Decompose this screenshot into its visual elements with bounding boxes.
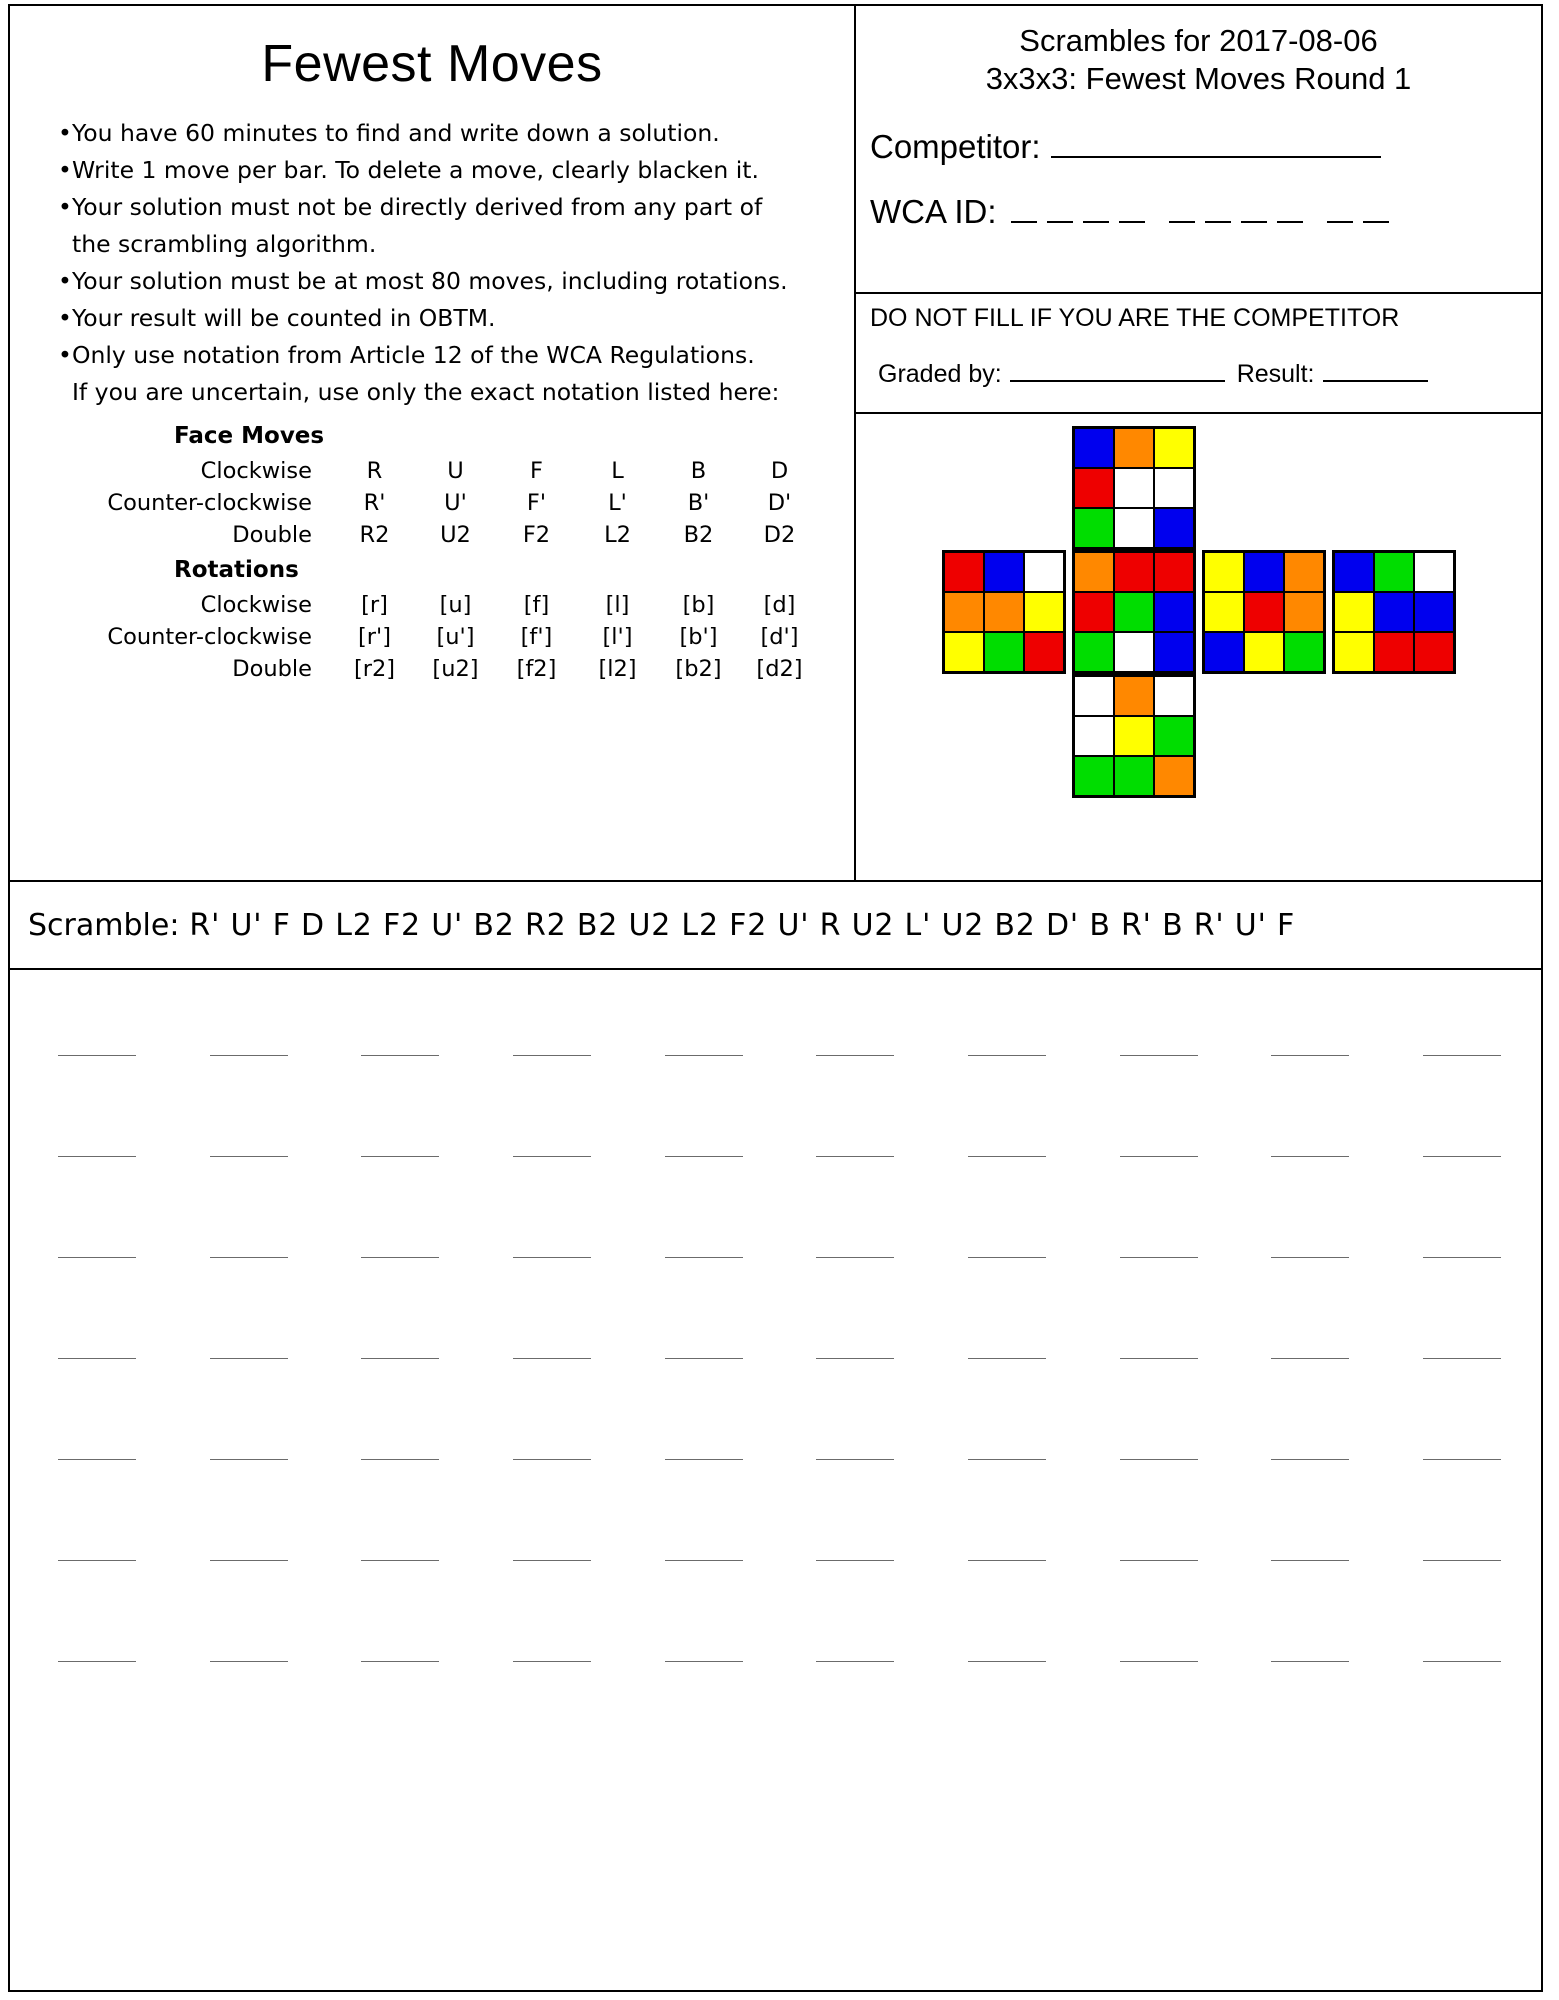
notation-value: [d'] <box>760 623 799 650</box>
cube-sticker-white <box>1025 553 1063 591</box>
move-entry-bar[interactable] <box>816 1458 894 1460</box>
move-entry-bar[interactable] <box>361 1155 439 1157</box>
bullet-icon: • <box>58 340 72 369</box>
move-entry-bar[interactable] <box>361 1559 439 1561</box>
move-entry-bar[interactable] <box>1271 1458 1349 1460</box>
move-entry-bar[interactable] <box>816 1357 894 1359</box>
move-entry-bar[interactable] <box>665 1155 743 1157</box>
cube-sticker-green <box>1115 757 1153 795</box>
competitor-field[interactable] <box>870 122 1527 167</box>
cube-sticker-red <box>1075 469 1113 507</box>
cube-sticker-green <box>1075 757 1113 795</box>
answer-row <box>58 1660 1501 1662</box>
top-section <box>10 6 1541 882</box>
cube-sticker-white <box>1115 509 1153 547</box>
notation-value: B2 <box>683 521 714 548</box>
wca-id-slot[interactable] <box>1327 190 1353 222</box>
notation-value: [r] <box>361 591 388 618</box>
move-entry-bar[interactable] <box>816 1559 894 1561</box>
move-entry-bar[interactable] <box>816 1256 894 1258</box>
move-entry-bar[interactable] <box>1271 1155 1349 1157</box>
cube-sticker-blue <box>1245 553 1283 591</box>
cube-sticker-green <box>1115 593 1153 631</box>
wca-id-slot[interactable] <box>1363 190 1389 222</box>
move-entry-bar[interactable] <box>1423 1559 1501 1561</box>
instructions-panel <box>10 6 856 880</box>
wca-id-slot[interactable] <box>1241 190 1267 222</box>
move-entry-bar[interactable] <box>210 1559 288 1561</box>
instructions-list <box>10 118 854 409</box>
notation-value: [l'] <box>602 623 633 650</box>
notation-value: [b'] <box>679 623 718 650</box>
answer-row <box>58 1559 1501 1561</box>
notation-value: [d] <box>763 591 796 618</box>
move-entry-bar[interactable] <box>1120 1054 1198 1056</box>
cube-sticker-green <box>1285 633 1323 671</box>
instruction-text: Your solution must be at most 80 moves, including rotations. <box>72 266 788 295</box>
notation-value: [u] <box>439 591 472 618</box>
answer-row <box>58 1054 1501 1056</box>
notation-row-label: Clockwise <box>200 591 312 618</box>
cube-face-back <box>1332 550 1456 674</box>
move-entry-bar[interactable] <box>665 1559 743 1561</box>
bullet-icon: • <box>58 192 72 221</box>
move-entry-bar[interactable] <box>1423 1155 1501 1157</box>
wca-id-slot[interactable] <box>1047 190 1073 222</box>
instruction-item <box>58 155 830 187</box>
cube-face-down <box>1072 674 1196 798</box>
notation-value: U' <box>444 489 467 516</box>
move-entry-bar[interactable] <box>968 1458 1046 1460</box>
move-entry-bar[interactable] <box>1120 1357 1198 1359</box>
scramble-event-line: 3x3x3: Fewest Moves Round 1 <box>985 60 1412 96</box>
move-entry-bar[interactable] <box>968 1155 1046 1157</box>
cube-sticker-yellow <box>1245 633 1283 671</box>
cube-sticker-yellow <box>1205 593 1243 631</box>
scramble-date-line: Scrambles for 2017-08-06 <box>1019 23 1378 58</box>
move-entry-bar[interactable] <box>665 1256 743 1258</box>
page-title: Fewest Moves <box>261 35 603 93</box>
move-entry-bar[interactable] <box>1120 1458 1198 1460</box>
move-entry-bar[interactable] <box>1271 1660 1349 1662</box>
cube-sticker-green <box>1075 509 1113 547</box>
move-entry-bar[interactable] <box>513 1256 591 1258</box>
competitor-label: Competitor: <box>870 128 1041 166</box>
move-entry-bar[interactable] <box>1423 1256 1501 1258</box>
instruction-text: You have 60 minutes to find and write down a solution. <box>72 119 720 147</box>
cube-sticker-green <box>985 633 1023 671</box>
solution-answer-area[interactable] <box>10 970 1541 1990</box>
cube-sticker-yellow <box>1335 593 1373 631</box>
move-entry-bar[interactable] <box>1423 1357 1501 1359</box>
instruction-continuation: the scrambling algorithm. <box>72 229 377 258</box>
wca-id-slot[interactable] <box>1277 190 1303 222</box>
cube-sticker-green <box>1075 633 1113 671</box>
instruction-text: Only use notation from Article 12 of the WCA Regulations. <box>72 340 755 369</box>
cube-sticker-yellow <box>1155 429 1193 467</box>
cube-sticker-green <box>1375 553 1413 591</box>
notation-value: [l2] <box>598 655 637 682</box>
notation-row-label: Double <box>232 655 312 682</box>
notation-row <box>82 621 820 653</box>
cube-sticker-blue <box>1415 593 1453 631</box>
cube-net-row-top <box>942 426 1456 550</box>
scorecard <box>8 4 1543 1992</box>
cube-sticker-red <box>1415 633 1453 671</box>
move-entry-bar[interactable] <box>361 1256 439 1258</box>
cube-sticker-white <box>1075 717 1113 755</box>
move-entry-bar[interactable] <box>1120 1559 1198 1561</box>
move-entry-bar[interactable] <box>210 1256 288 1258</box>
notation-row <box>82 589 820 621</box>
notation-value: [r2] <box>353 655 396 682</box>
move-entry-bar[interactable] <box>968 1559 1046 1561</box>
move-entry-bar[interactable] <box>968 1357 1046 1359</box>
cube-sticker-red <box>1075 593 1113 631</box>
result-input-line[interactable] <box>1323 355 1428 382</box>
cube-sticker-orange <box>1285 593 1323 631</box>
move-entry-bar[interactable] <box>513 1660 591 1662</box>
move-entry-bar[interactable] <box>210 1660 288 1662</box>
move-entry-bar[interactable] <box>1271 1054 1349 1056</box>
rotations-table <box>82 589 820 685</box>
notation-value: D <box>770 457 789 484</box>
cube-sticker-blue <box>1155 593 1193 631</box>
competitor-input-line[interactable] <box>1051 122 1381 159</box>
move-entry-bar[interactable] <box>210 1458 288 1460</box>
wca-id-label: WCA ID: <box>870 192 997 230</box>
move-entry-bar[interactable] <box>513 1155 591 1157</box>
instruction-item <box>58 340 830 372</box>
move-entry-bar[interactable] <box>968 1660 1046 1662</box>
cube-sticker-blue <box>1075 429 1113 467</box>
notation-value: L' <box>608 489 627 516</box>
notation-value: F2 <box>522 521 551 548</box>
cube-sticker-orange <box>945 593 983 631</box>
notation-row-label: Clockwise <box>200 457 312 484</box>
bullet-icon: • <box>58 303 72 332</box>
result-label: Result: <box>1236 360 1315 388</box>
cube-sticker-blue <box>1155 509 1193 547</box>
cube-sticker-red <box>1245 593 1283 631</box>
cube-sticker-orange <box>1155 757 1193 795</box>
cube-sticker-orange <box>1075 553 1113 591</box>
cube-sticker-red <box>1155 553 1193 591</box>
cube-sticker-yellow <box>1335 633 1373 671</box>
notation-value: F <box>530 457 543 484</box>
notation-value: F' <box>526 489 547 516</box>
cube-face-left <box>942 550 1066 674</box>
notation-tables <box>10 423 854 685</box>
move-entry-bar[interactable] <box>58 1054 136 1056</box>
rotations-body <box>82 589 820 685</box>
answer-grid <box>58 1054 1501 1662</box>
notation-value: [f2] <box>516 655 557 682</box>
cube-sticker-blue <box>985 553 1023 591</box>
move-entry-bar[interactable] <box>665 1458 743 1460</box>
instruction-item <box>58 118 830 150</box>
cube-sticker-red <box>1025 633 1063 671</box>
scramble-panel <box>856 6 1541 880</box>
answer-row <box>58 1256 1501 1258</box>
move-entry-bar[interactable] <box>1120 1155 1198 1157</box>
cube-sticker-red <box>945 553 983 591</box>
cube-net <box>942 426 1456 798</box>
cube-net-row-middle <box>942 550 1456 674</box>
notation-value: [l] <box>605 591 630 618</box>
wca-id-slots[interactable] <box>1011 190 1399 222</box>
notation-value: [d2] <box>756 655 803 682</box>
cube-sticker-blue <box>1155 633 1193 671</box>
graded-result-row[interactable] <box>870 355 1527 389</box>
notation-value: L <box>611 457 624 484</box>
move-entry-bar[interactable] <box>968 1256 1046 1258</box>
move-entry-bar[interactable] <box>665 1054 743 1056</box>
move-entry-bar[interactable] <box>58 1357 136 1359</box>
notation-value: [u2] <box>432 655 479 682</box>
cube-face-front <box>1072 550 1196 674</box>
cube-sticker-yellow <box>1115 717 1153 755</box>
notation-value: [u'] <box>436 623 475 650</box>
face-moves-heading: Face Moves <box>174 422 325 449</box>
move-entry-bar[interactable] <box>968 1054 1046 1056</box>
cube-sticker-red <box>1375 633 1413 671</box>
instruction-text: Your result will be counted in OBTM. <box>72 303 496 332</box>
move-entry-bar[interactable] <box>816 1155 894 1157</box>
instruction-item <box>58 266 830 298</box>
instruction-text: Write 1 move per bar. To delete a move, clearly blacken it. <box>72 155 759 184</box>
wca-id-slot[interactable] <box>1169 190 1195 222</box>
move-entry-bar[interactable] <box>1271 1256 1349 1258</box>
move-entry-bar[interactable] <box>816 1054 894 1056</box>
graded-by-label: Graded by: <box>878 360 1002 388</box>
answer-row <box>58 1458 1501 1460</box>
cube-sticker-orange <box>1115 429 1153 467</box>
move-entry-bar[interactable] <box>58 1458 136 1460</box>
notation-row-label: Counter-clockwise <box>107 623 312 650</box>
move-entry-bar[interactable] <box>513 1357 591 1359</box>
notation-row-label: Double <box>232 521 312 548</box>
move-entry-bar[interactable] <box>513 1559 591 1561</box>
instruction-item <box>58 303 830 335</box>
do-not-fill-notice: DO NOT FILL IF YOU ARE THE COMPETITOR <box>870 304 1400 332</box>
notation-value: [b2] <box>675 655 722 682</box>
notation-row-label: Counter-clockwise <box>107 489 312 516</box>
rotations-heading: Rotations <box>174 556 299 583</box>
notation-row <box>82 519 820 551</box>
cube-diagram-area <box>856 414 1541 880</box>
cube-sticker-blue <box>1375 593 1413 631</box>
move-entry-bar[interactable] <box>210 1155 288 1157</box>
notation-row <box>82 455 820 487</box>
move-entry-bar[interactable] <box>210 1357 288 1359</box>
move-entry-bar[interactable] <box>1423 1660 1501 1662</box>
cube-net-row-bottom <box>942 674 1456 798</box>
move-entry-bar[interactable] <box>58 1559 136 1561</box>
cube-face-right <box>1202 550 1326 674</box>
cube-sticker-yellow <box>1205 553 1243 591</box>
cube-sticker-white <box>1115 633 1153 671</box>
face-moves-table <box>82 455 820 551</box>
cube-sticker-white <box>1115 469 1153 507</box>
move-entry-bar[interactable] <box>1120 1256 1198 1258</box>
wca-id-field[interactable] <box>870 190 1527 230</box>
cube-sticker-white <box>1415 553 1453 591</box>
move-entry-bar[interactable] <box>58 1660 136 1662</box>
instruction-continuation: If you are uncertain, use only the exact notation listed here: <box>72 377 780 406</box>
notation-value: U <box>447 457 464 484</box>
wca-id-slot[interactable] <box>1205 190 1231 222</box>
notation-row <box>82 653 820 685</box>
face-moves-body <box>82 455 820 551</box>
notation-value: D' <box>767 489 792 516</box>
move-entry-bar[interactable] <box>665 1660 743 1662</box>
cube-sticker-orange <box>1115 677 1153 715</box>
cube-sticker-yellow <box>945 633 983 671</box>
move-entry-bar[interactable] <box>210 1054 288 1056</box>
cube-sticker-yellow <box>1025 593 1063 631</box>
cube-sticker-green <box>1155 717 1193 755</box>
bullet-icon: • <box>58 119 72 147</box>
scramble-header <box>856 6 1541 294</box>
answer-row <box>58 1357 1501 1359</box>
cube-sticker-blue <box>1205 633 1243 671</box>
cube-sticker-orange <box>1285 553 1323 591</box>
cube-face-up <box>1072 426 1196 550</box>
wca-id-slot[interactable] <box>1083 190 1109 222</box>
wca-id-slot[interactable] <box>1011 190 1037 222</box>
move-entry-bar[interactable] <box>1120 1660 1198 1662</box>
notation-value: R <box>366 457 383 484</box>
cube-sticker-white <box>1155 469 1193 507</box>
cube-sticker-white <box>1075 677 1113 715</box>
move-entry-bar[interactable] <box>361 1458 439 1460</box>
cube-sticker-white <box>1155 677 1193 715</box>
notation-value: [f] <box>523 591 550 618</box>
answer-row <box>58 1155 1501 1157</box>
cube-sticker-red <box>1115 553 1153 591</box>
notation-value: R2 <box>359 521 390 548</box>
cube-sticker-blue <box>1335 553 1373 591</box>
move-entry-bar[interactable] <box>58 1256 136 1258</box>
notation-value: R' <box>363 489 386 516</box>
notation-value: [b] <box>682 591 715 618</box>
notation-value: U2 <box>440 521 471 548</box>
bullet-icon: • <box>58 266 72 295</box>
move-entry-bar[interactable] <box>665 1357 743 1359</box>
cube-sticker-orange <box>985 593 1023 631</box>
move-entry-bar[interactable] <box>58 1155 136 1157</box>
instruction-text: Your solution must not be directly derived from any part of <box>72 192 763 221</box>
notation-value: B <box>690 457 707 484</box>
wca-id-slot[interactable] <box>1119 190 1145 222</box>
scramble-label: Scramble: <box>28 907 180 943</box>
notation-value: [f'] <box>520 623 553 650</box>
notation-value: B' <box>687 489 710 516</box>
move-entry-bar[interactable] <box>361 1054 439 1056</box>
graded-by-input-line[interactable] <box>1010 355 1225 382</box>
scramble-bar <box>10 882 1541 970</box>
move-entry-bar[interactable] <box>513 1054 591 1056</box>
move-entry-bar[interactable] <box>816 1660 894 1662</box>
instruction-item <box>58 192 830 224</box>
notation-value: [r'] <box>358 623 391 650</box>
scramble-moves: R' U' F D L2 F2 U' B2 R2 B2 U2 L2 F2 U' R U2 L' U2 B2 D' B R' B R' U' F <box>189 907 1296 943</box>
notation-value: L2 <box>604 521 631 548</box>
move-entry-bar[interactable] <box>1423 1054 1501 1056</box>
move-entry-bar[interactable] <box>1423 1458 1501 1460</box>
cube-net-spacer <box>942 674 1072 798</box>
grading-section <box>856 294 1541 414</box>
move-entry-bar[interactable] <box>1271 1559 1349 1561</box>
bullet-icon: • <box>58 155 72 184</box>
cube-net-spacer <box>942 426 1072 550</box>
move-entry-bar[interactable] <box>361 1357 439 1359</box>
notation-value: D2 <box>763 521 796 548</box>
move-entry-bar[interactable] <box>1271 1357 1349 1359</box>
move-entry-bar[interactable] <box>361 1660 439 1662</box>
move-entry-bar[interactable] <box>513 1458 591 1460</box>
notation-row <box>82 487 820 519</box>
